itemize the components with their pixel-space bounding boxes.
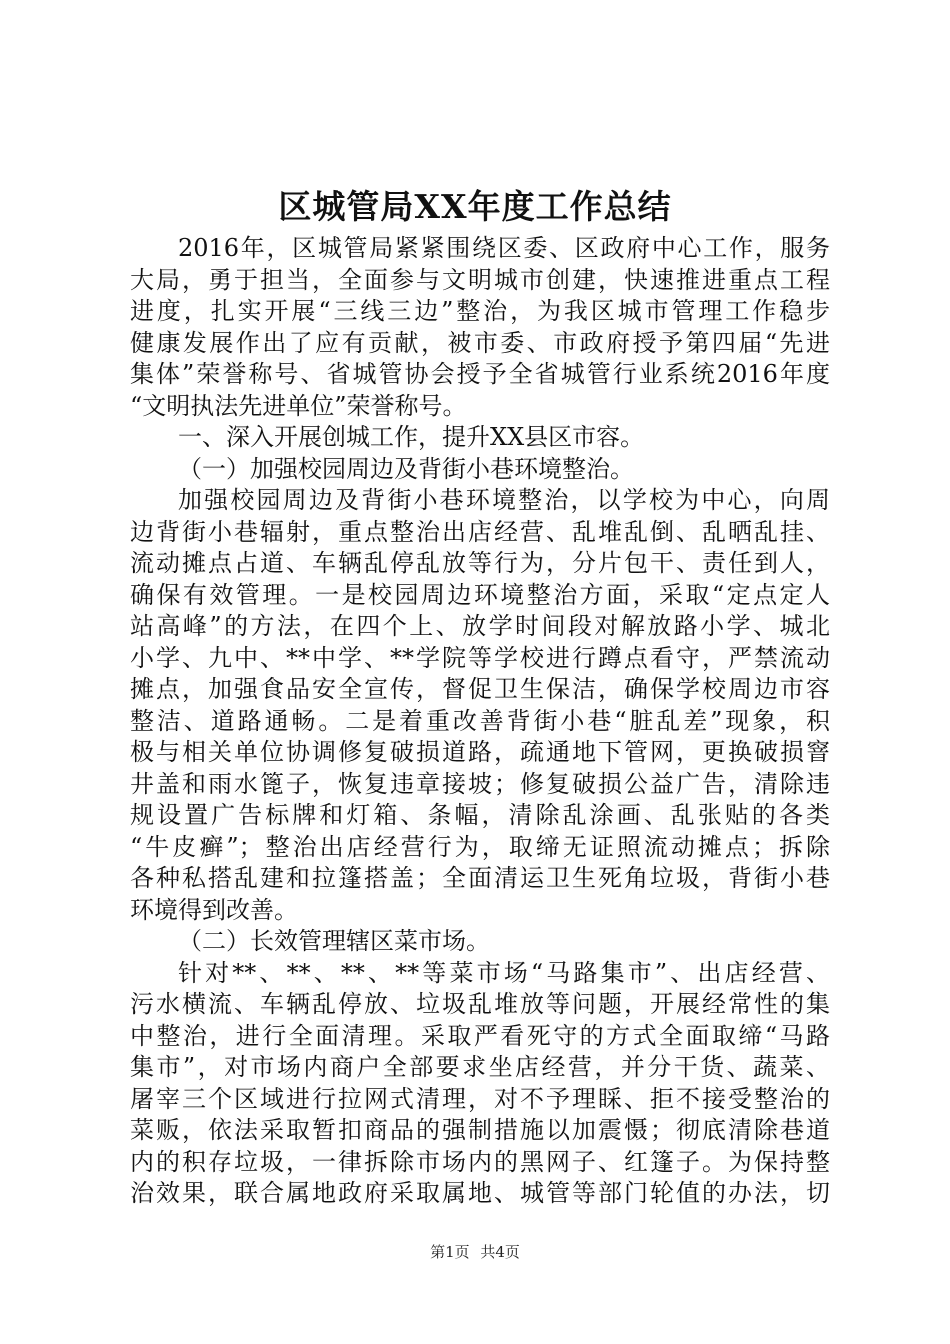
body-line: 各种私搭乱建和拉篷搭盖；全面清运卫生死角垃圾，背街小巷	[130, 864, 830, 892]
body-line: 集体”荣誉称号、省城管协会授予全省城管行业系统2016年度	[130, 360, 830, 388]
body-line: 站高峰”的方法，在四个上、放学时间段对解放路小学、城北	[130, 612, 830, 640]
body-line: 环境得到改善。	[130, 895, 298, 924]
body-line: 井盖和雨水篦子，恢复违章接坡；修复破损公益广告，清除违	[130, 769, 830, 798]
body-line: 规设置广告标牌和灯箱、条幅，清除乱涂画、乱张贴的各类	[130, 801, 830, 829]
body-line: 中整治，进行全面清理。采取严看死守的方式全面取缔“马路	[130, 1021, 830, 1050]
subsection-heading: （一）加强校园周边及背街小巷环境整治。	[178, 454, 634, 483]
body-line: “文明执法先进单位”荣誉称号。	[130, 391, 467, 420]
body-line: 边背街小巷辐射，重点整治出店经营、乱堆乱倒、乱晒乱挂、	[130, 517, 830, 546]
body-line: 大局，勇于担当，全面参与文明城市创建，快速推进重点工程	[130, 265, 830, 294]
body-line: 集市”，对市场内商户全部要求坐店经营，并分干货、蔬菜、	[130, 1053, 830, 1081]
page-total: 共4页	[480, 1243, 520, 1261]
page-footer	[0, 1242, 950, 1262]
body-line: 加强校园周边及背街小巷环境整治，以学校为中心，向周	[178, 486, 830, 514]
page-number: 第1页	[430, 1243, 470, 1261]
body-line: 摊点，加强食品安全宣传，督促卫生保洁，确保学校周边市容	[130, 675, 830, 703]
body-line: 菜贩，依法采取暂扣商品的强制措施以加震慑；彻底清除巷道	[130, 1116, 830, 1144]
body-line: 整洁、道路通畅。二是着重改善背街小巷“脏乱差”现象，积	[130, 706, 830, 735]
subsection-heading: （二）长效管理辖区菜市场。	[178, 927, 490, 955]
body-line: 极与相关单位协调修复破损道路，疏通地下管网，更换破损窨	[130, 738, 830, 766]
document-body	[130, 233, 830, 1210]
body-line: 健康发展作出了应有贡献，被市委、市政府授予第四届“先进	[130, 328, 830, 357]
body-line: 2016年，区城管局紧紧围绕区委、区政府中心工作，服务	[178, 234, 830, 262]
body-line: 针对**、**、**、**等菜市场“马路集市”、出店经营、	[178, 958, 830, 987]
body-line: 流动摊点占道、车辆乱停乱放等行为，分片包干、责任到人，	[130, 549, 830, 577]
body-line: 内的积存垃圾，一律拆除市场内的黑网子、红篷子。为保持整	[130, 1147, 830, 1176]
body-line: 污水横流、车辆乱停放、垃圾乱堆放等问题，开展经常性的集	[130, 990, 830, 1018]
body-line: 确保有效管理。一是校园周边环境整治方面，采取“定点定人	[130, 580, 830, 609]
document-title: 区城管局XX年度工作总结	[278, 187, 672, 226]
body-line: 小学、九中、**中学、**学院等学校进行蹲点看守，严禁流动	[130, 643, 830, 672]
section-heading: 一、深入开展创城工作，提升XX县区市容。	[178, 423, 645, 451]
body-line: 进度，扎实开展“三线三边”整治，为我区城市管理工作稳步	[130, 297, 830, 325]
body-line: 屠宰三个区域进行拉网式清理，对不予理睬、拒不接受整治的	[130, 1084, 830, 1113]
body-line: “牛皮癣”；整治出店经营行为，取缔无证照流动摊点；拆除	[130, 832, 830, 861]
body-line: 治效果，联合属地政府采取属地、城管等部门轮值的办法，切	[130, 1179, 830, 1207]
